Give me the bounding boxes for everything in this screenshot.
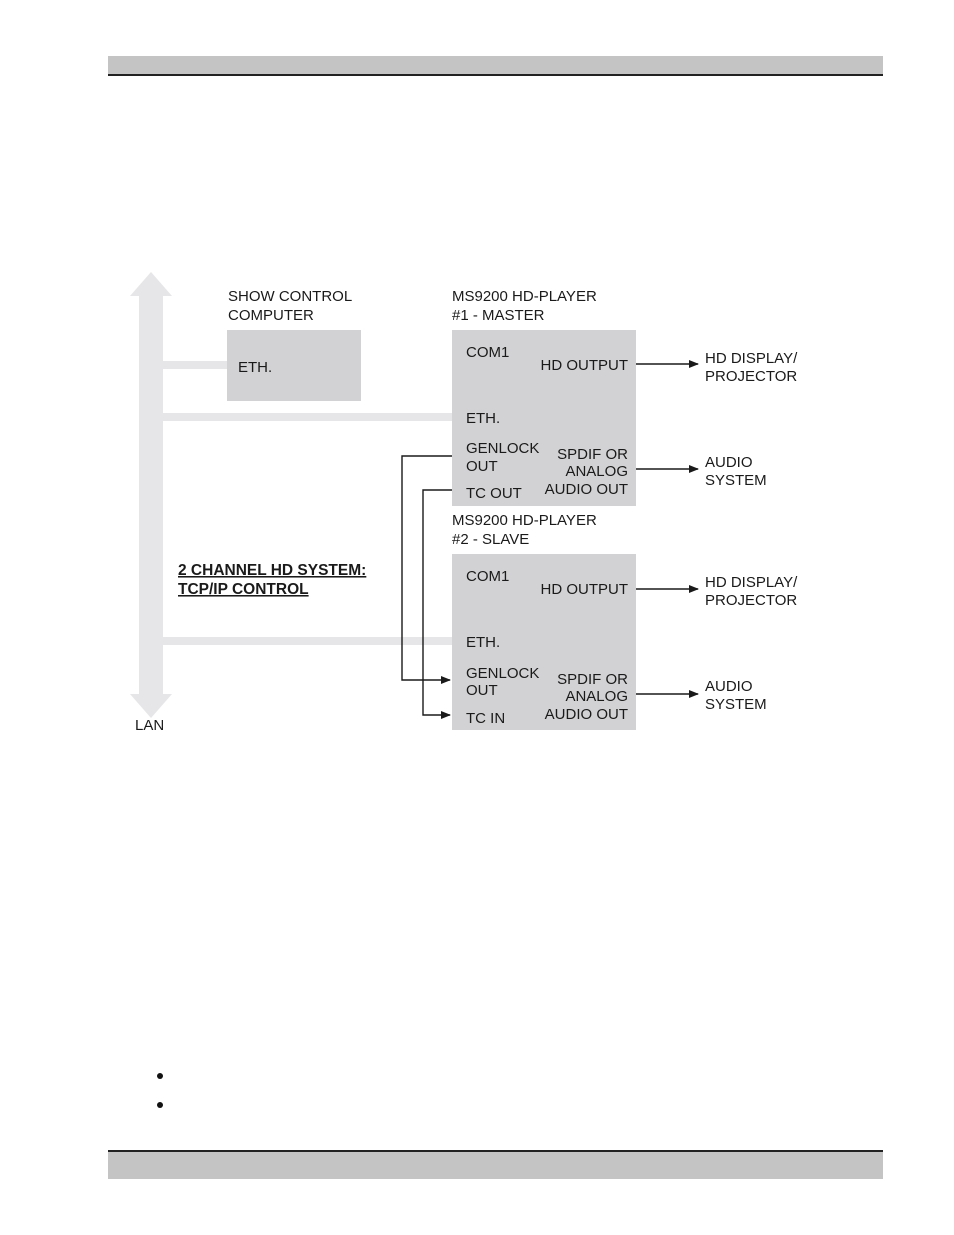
footer-bar — [108, 1150, 883, 1179]
master-genlock-port: GENLOCK — [466, 440, 540, 457]
master-audio-out-port: SPDIF OR — [557, 446, 628, 463]
master-audio-label: SYSTEM — [705, 472, 767, 489]
master-genlock-port: OUT — [466, 458, 498, 475]
slave-audio-out-port: SPDIF OR — [557, 671, 628, 688]
lan-link-master — [163, 413, 453, 421]
master-audio-out-port: ANALOG — [565, 463, 628, 480]
master-audio-label: AUDIO — [705, 454, 753, 471]
slave-display-label: PROJECTOR — [705, 592, 798, 609]
slave-tc-in-port: TC IN — [466, 710, 506, 727]
bullet-point — [157, 1102, 163, 1108]
slave-genlock-port: OUT — [466, 682, 498, 699]
slave-audio-out-port: ANALOG — [565, 688, 628, 705]
slave-genlock-port: GENLOCK — [466, 665, 540, 682]
slave-audio-label: SYSTEM — [705, 696, 767, 713]
slave-display-label: HD DISPLAY/ — [705, 574, 798, 591]
lan-link-slave — [163, 637, 453, 645]
slave-hd-output-port: HD OUTPUT — [540, 581, 628, 598]
master-title: MS9200 HD-PLAYER — [452, 288, 597, 305]
lan-label: LAN — [135, 717, 165, 734]
master-display-label: HD DISPLAY/ — [705, 350, 798, 367]
master-tc-out-port: TC OUT — [466, 485, 522, 502]
timecode-cable — [423, 490, 452, 715]
slave-audio-out-port: AUDIO OUT — [544, 706, 628, 723]
system-label: 2 CHANNEL HD SYSTEM: — [178, 562, 367, 579]
system-label: TCP/IP CONTROL — [178, 581, 309, 598]
lan-link-show-control — [163, 361, 228, 369]
master-com1-port: COM1 — [466, 344, 510, 361]
master-eth-port: ETH. — [466, 410, 501, 427]
master-title: #1 - MASTER — [452, 307, 545, 324]
slave-title: #2 - SLAVE — [452, 531, 530, 548]
master-display-label: PROJECTOR — [705, 368, 798, 385]
slave-audio-label: AUDIO — [705, 678, 753, 695]
show-control-title: SHOW CONTROL — [228, 288, 353, 305]
show-control-title: COMPUTER — [228, 307, 314, 324]
slave-title: MS9200 HD-PLAYER — [452, 512, 597, 529]
bullet-point — [157, 1073, 163, 1079]
master-audio-out-port: AUDIO OUT — [544, 481, 628, 498]
master-hd-output-port: HD OUTPUT — [540, 357, 628, 374]
show-control-eth-port: ETH. — [238, 359, 273, 376]
slave-com1-port: COM1 — [466, 568, 510, 585]
slave-eth-port: ETH. — [466, 634, 501, 651]
